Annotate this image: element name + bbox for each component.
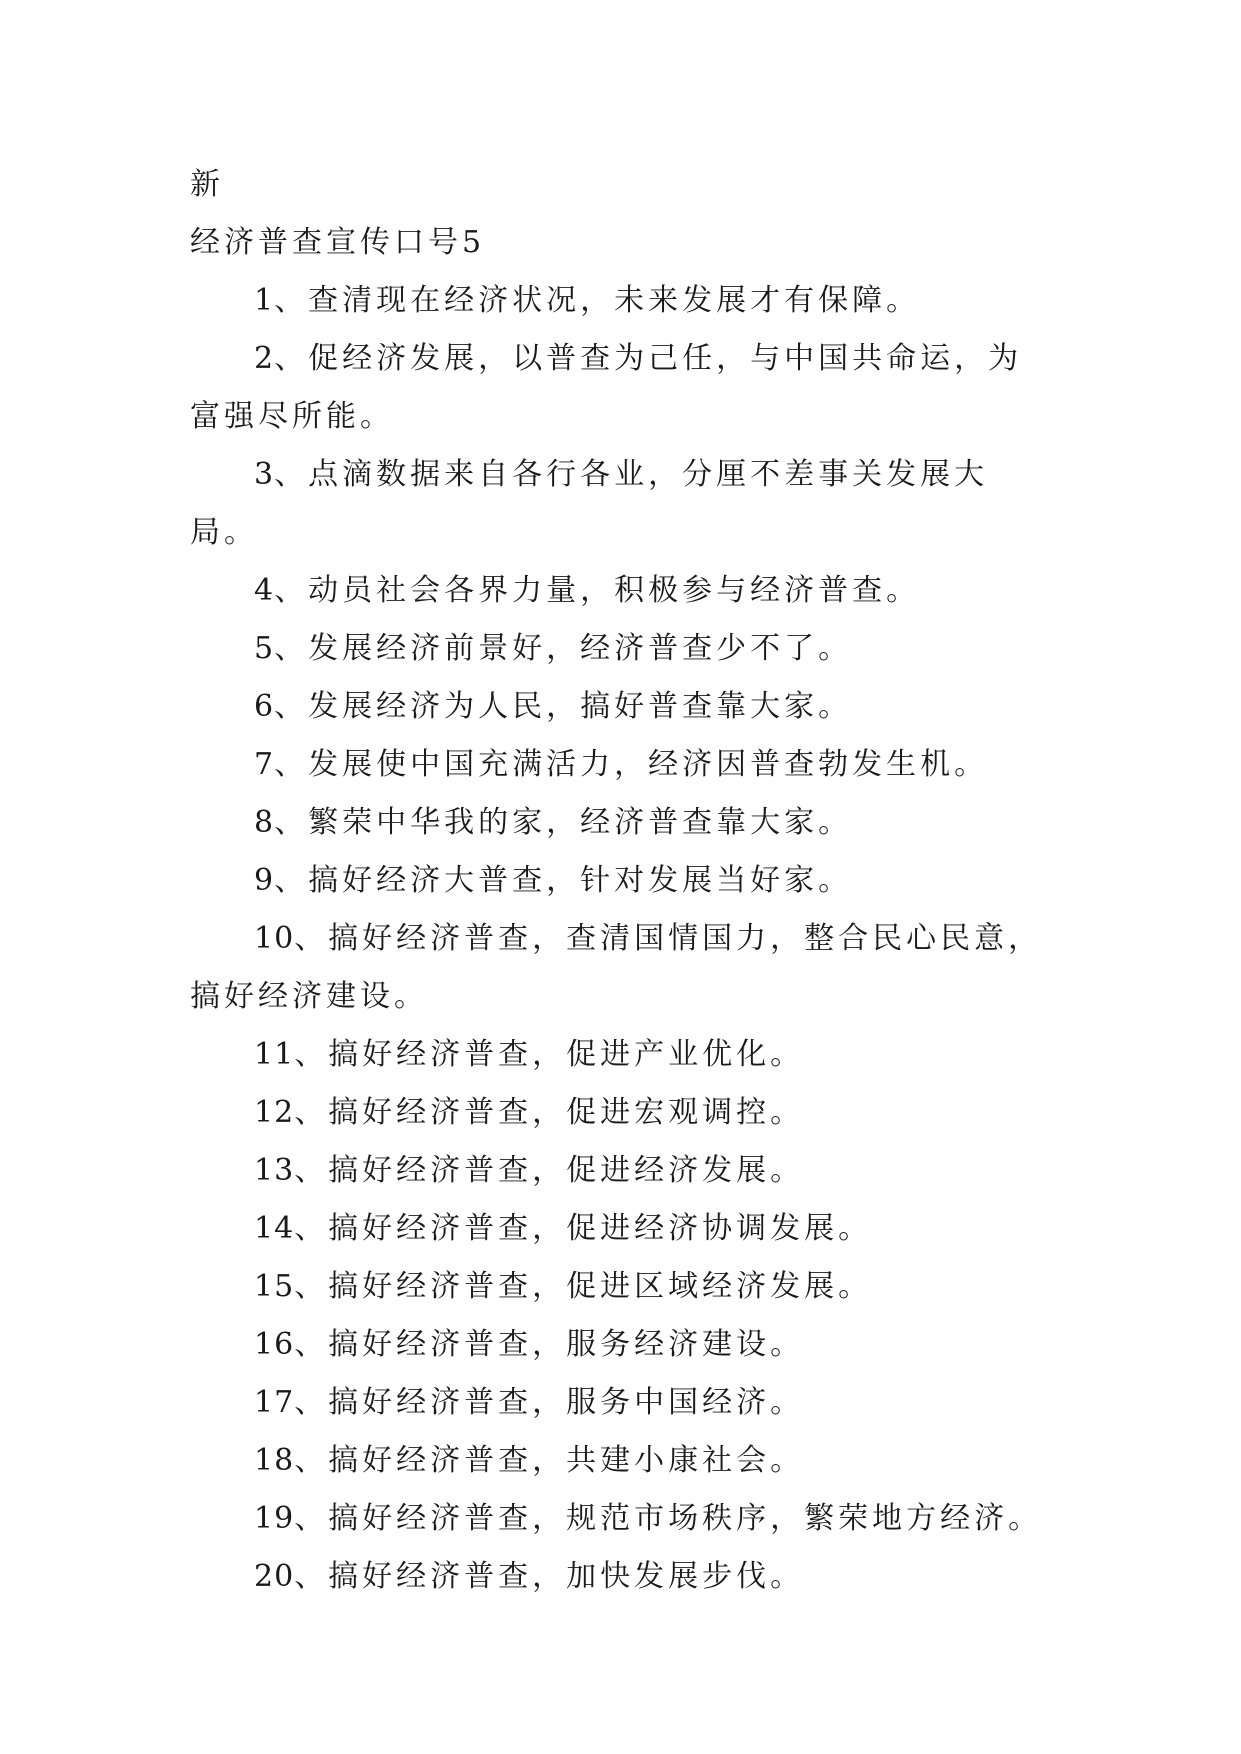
slogan-number: 9 xyxy=(254,863,275,898)
slogan-text: 、繁荣中华我的家，经济普查靠大家。 xyxy=(274,805,853,840)
slogan-text: 、搞好经济大普查，针对发展当好家。 xyxy=(274,863,853,898)
slogan-item xyxy=(190,1026,1050,1084)
slogan-text: 、促经济发展，以普查为己任，与中国共命运，为富强尽所能。 xyxy=(190,341,1023,434)
slogan-number: 6 xyxy=(254,689,275,724)
slogan-text: 、动员社会各界力量，积极参与经济普查。 xyxy=(274,573,921,608)
slogan-item xyxy=(190,910,1050,1026)
slogan-text: 、搞好经济普查，服务中国经济。 xyxy=(294,1385,805,1420)
slogan-item xyxy=(190,1258,1050,1316)
slogan-item xyxy=(190,620,1050,678)
slogan-text: 、搞好经济普查，查清国情国力，整合民心民意，搞好经济建设。 xyxy=(190,921,1043,1014)
slogan-item xyxy=(190,1200,1050,1258)
slogan-text: 、搞好经济普查，促进产业优化。 xyxy=(294,1037,805,1072)
pre-title: 新 xyxy=(190,167,224,202)
slogan-item xyxy=(190,562,1050,620)
slogan-item xyxy=(190,852,1050,910)
slogan-number: 14 xyxy=(254,1211,295,1246)
slogan-number: 18 xyxy=(254,1443,295,1478)
slogan-item xyxy=(190,678,1050,736)
slogan-text: 、搞好经济普查，规范市场秩序，繁荣地方经济。 xyxy=(294,1501,1043,1536)
slogan-item xyxy=(190,794,1050,852)
slogan-item xyxy=(190,446,1050,562)
slogan-number: 4 xyxy=(254,573,275,608)
slogan-number: 8 xyxy=(254,805,275,840)
slogan-text: 、发展使中国充满活力，经济因普查勃发生机。 xyxy=(274,747,989,782)
slogan-number: 13 xyxy=(254,1153,295,1188)
slogan-item xyxy=(190,1374,1050,1432)
slogan-item xyxy=(190,736,1050,794)
slogan-number: 3 xyxy=(254,457,275,492)
slogan-text: 、搞好经济普查，促进经济发展。 xyxy=(294,1153,805,1188)
slogan-item xyxy=(190,1084,1050,1142)
slogan-number: 12 xyxy=(254,1095,295,1130)
slogan-text: 、搞好经济普查，促进经济协调发展。 xyxy=(294,1211,873,1246)
slogan-item xyxy=(190,1142,1050,1200)
slogan-item xyxy=(190,330,1050,446)
slogan-number: 16 xyxy=(254,1327,295,1362)
slogan-number: 20 xyxy=(254,1559,295,1594)
slogan-number: 2 xyxy=(254,341,275,376)
slogan-text: 、搞好经济普查，促进宏观调控。 xyxy=(294,1095,805,1130)
slogan-number: 17 xyxy=(254,1385,295,1420)
slogan-number: 11 xyxy=(254,1037,295,1072)
slogan-number: 10 xyxy=(254,921,295,956)
slogan-text: 、点滴数据来自各行各业，分厘不差事关发展大局。 xyxy=(190,457,989,550)
slogan-number: 7 xyxy=(254,747,275,782)
slogan-number: 15 xyxy=(254,1269,295,1304)
slogan-text: 、搞好经济普查，服务经济建设。 xyxy=(294,1327,805,1362)
slogan-text: 、发展经济为人民，搞好普查靠大家。 xyxy=(274,689,853,724)
slogan-item xyxy=(190,1490,1050,1548)
slogan-item xyxy=(190,1432,1050,1490)
slogan-text: 、查清现在经济状况，未来发展才有保障。 xyxy=(274,283,921,318)
slogan-item xyxy=(190,272,1050,330)
slogan-text: 、搞好经济普查，促进区域经济发展。 xyxy=(294,1269,873,1304)
slogan-number: 19 xyxy=(254,1501,295,1536)
slogan-number: 5 xyxy=(254,631,275,666)
slogan-item xyxy=(190,1548,1050,1606)
slogan-item xyxy=(190,1316,1050,1374)
slogan-text: 、发展经济前景好，经济普查少不了。 xyxy=(274,631,853,666)
slogan-text: 、搞好经济普查，共建小康社会。 xyxy=(294,1443,805,1478)
slogan-number: 1 xyxy=(254,283,275,318)
document-body xyxy=(190,156,1050,1606)
document-title: 经济普查宣传口号5 xyxy=(190,225,486,260)
slogan-text: 、搞好经济普查，加快发展步伐。 xyxy=(294,1559,805,1594)
